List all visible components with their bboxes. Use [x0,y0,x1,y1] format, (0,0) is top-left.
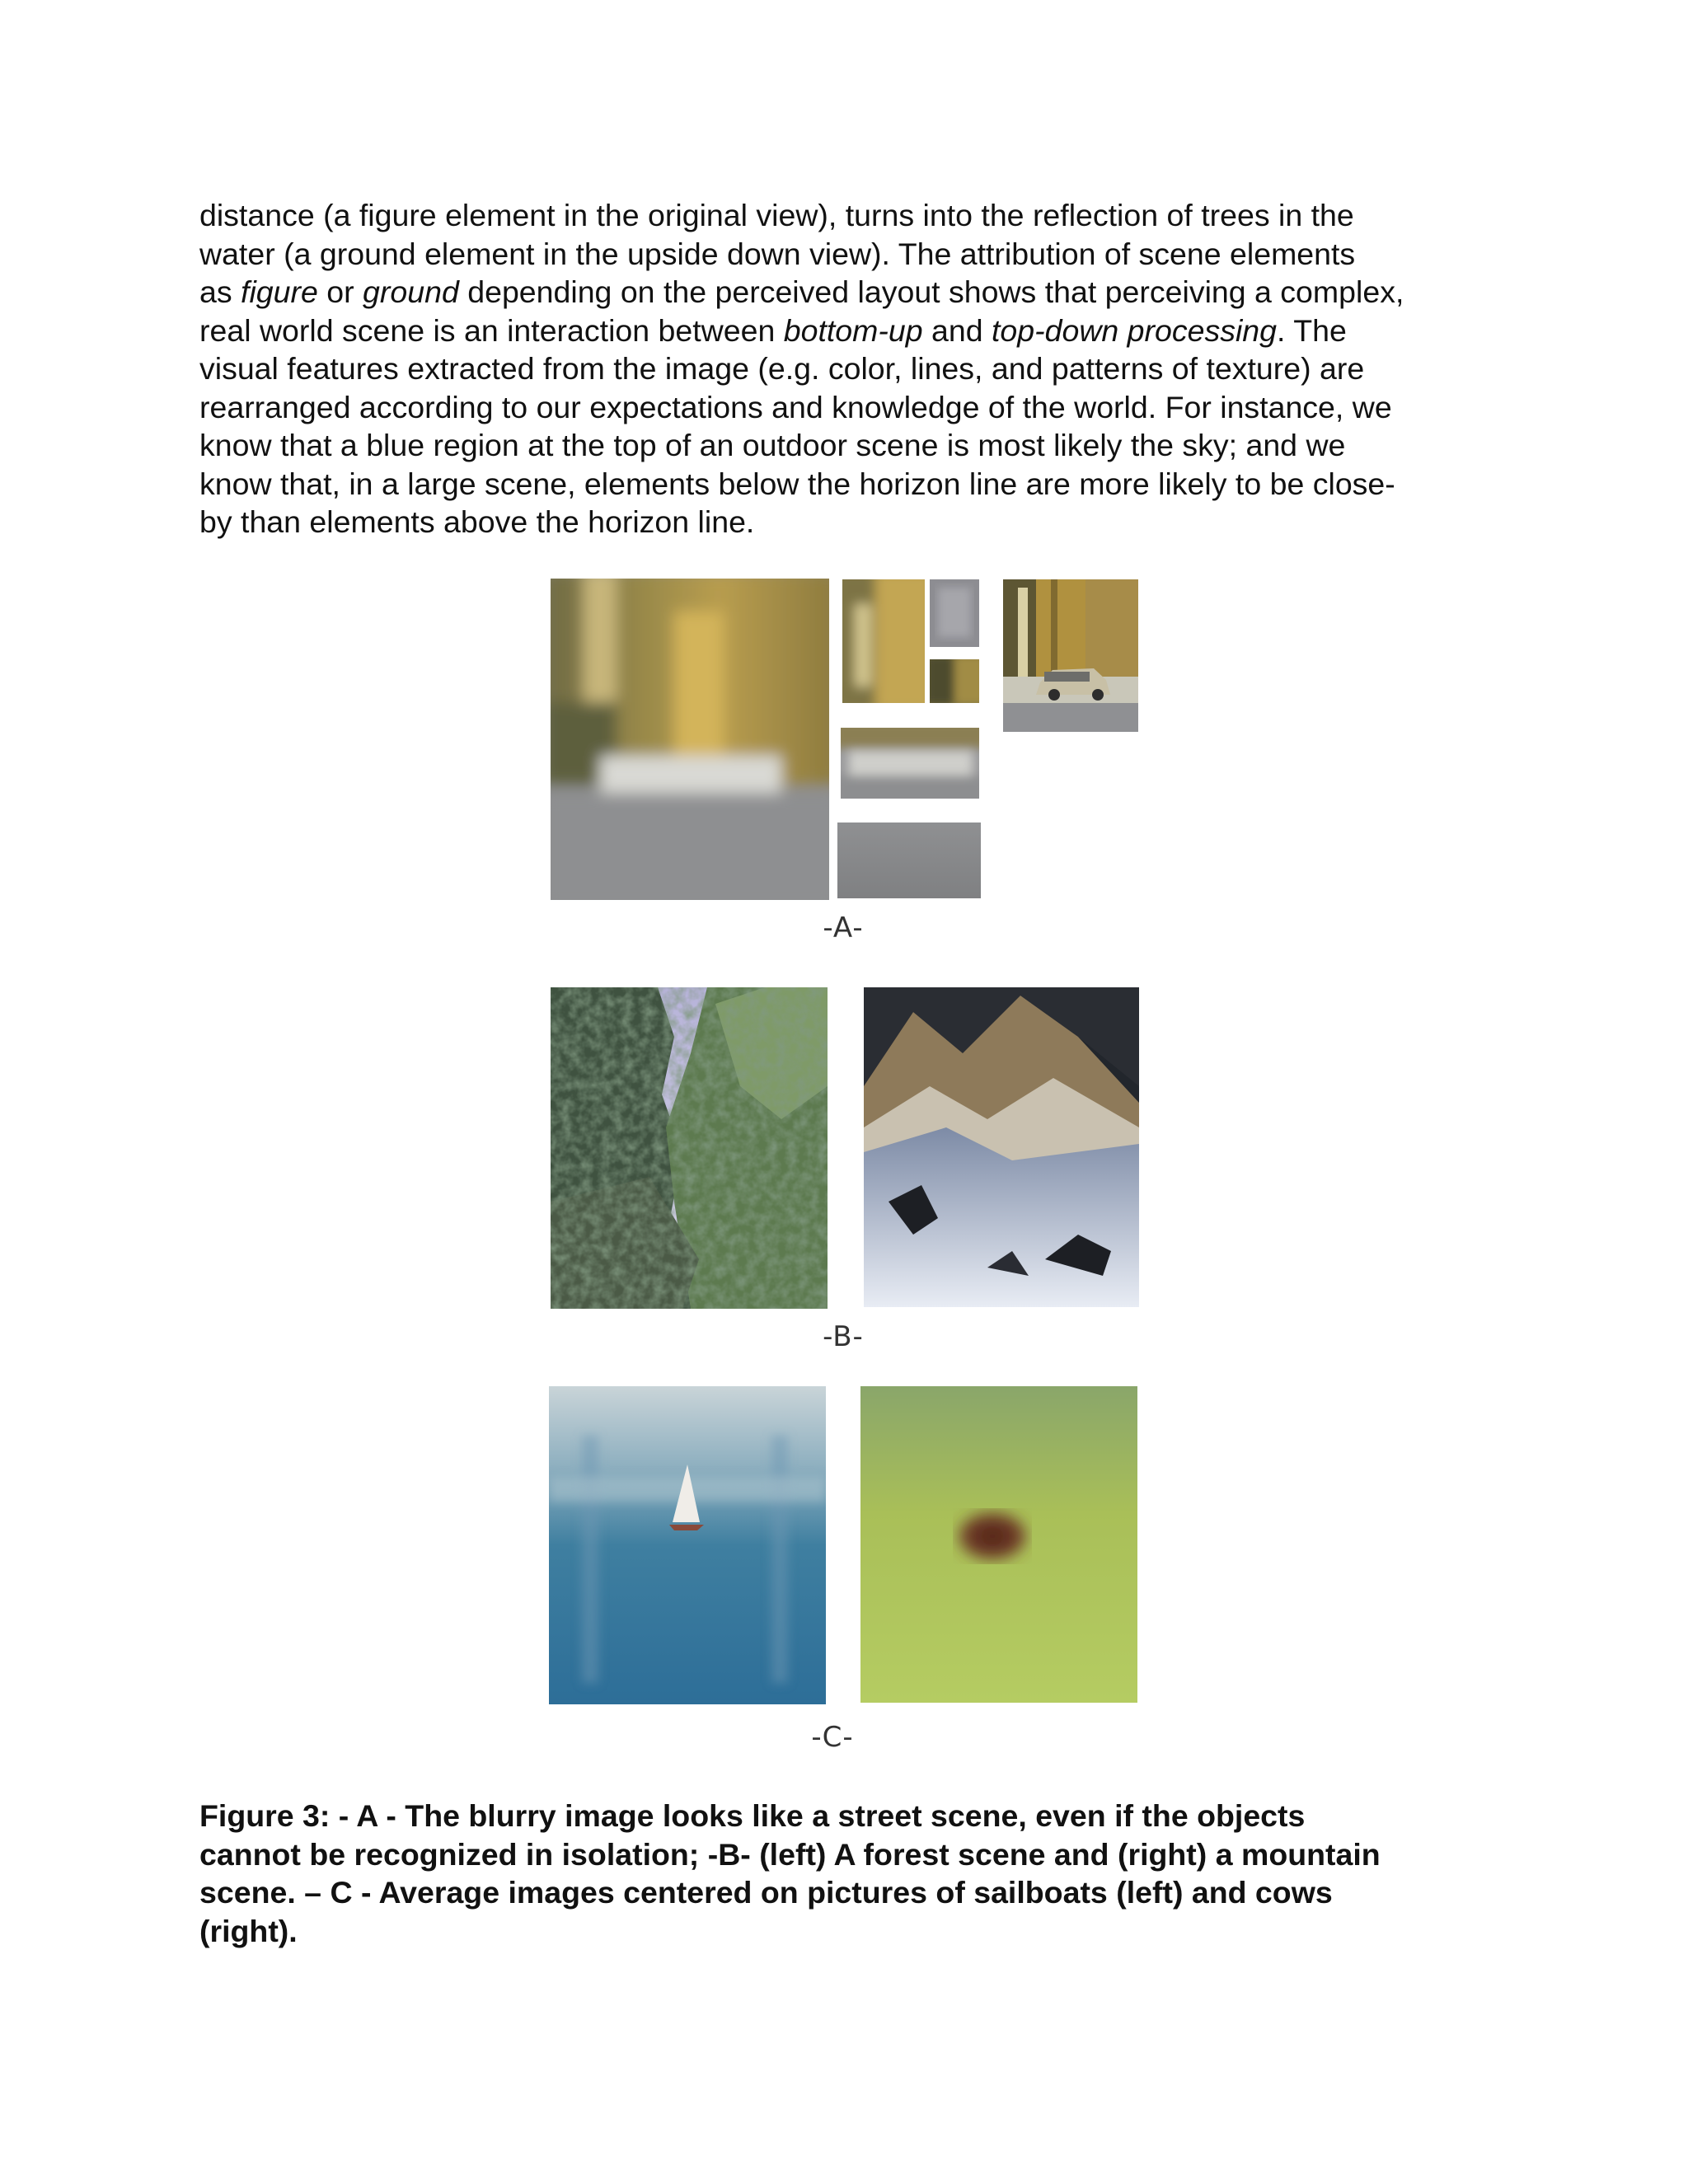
paragraph-line [199,426,1493,465]
panel-b-label: -B- [823,1320,864,1353]
mountain-scene-image [864,987,1139,1307]
text-run: visual features extracted from the image (e.g. color, lines, and patterns of texture) are [199,351,1365,386]
text-run: by than elements above the horizon line. [199,504,755,539]
paragraph-line [199,196,1493,235]
text-run: depending on the perceived layout shows that perceiving a complex, [458,274,1404,309]
text-run: as [199,274,241,309]
caption-line: (right). [199,1913,298,1948]
paragraph-line [199,312,1493,350]
body-paragraph [199,196,1493,541]
text-run: real world scene is an interaction between [199,312,784,348]
italic-term: figure [241,274,318,309]
caption-line: cannot be recognized in isolation; -B- (left) A forest scene and (right) a mountain [199,1836,1381,1872]
text-run: water (a ground element in the upside down view). The attribution of scene elements [199,236,1356,271]
text-run: know that, in a large scene, elements below the horizon line are more likely to be close- [199,466,1395,501]
blurry-building-crop [842,579,925,703]
italic-term: top-down processing [991,312,1278,348]
text-run: . The [1277,312,1347,348]
panel-c-label: -C- [811,1721,854,1754]
blurry-street-image [551,579,829,900]
text-run: rearranged according to our expectations and knowledge of the world. For instance, we [199,389,1392,424]
blurry-car-crop [841,728,979,799]
paragraph-line [199,388,1493,427]
sailboat-average-image [549,1386,826,1704]
figure-caption [199,1797,1493,1950]
paragraph-line [199,273,1493,312]
paragraph-line [199,235,1493,274]
forest-scene-image [551,987,828,1309]
text-run: or [317,274,363,309]
text-run: and [922,312,992,348]
text-run: distance (a figure element in the original view), turns into the reflection of trees in the [199,198,1354,232]
paragraph-line [199,465,1493,504]
sharp-street-image [1003,579,1138,732]
blurry-window-crop [930,579,979,647]
blurry-road-crop [837,823,981,898]
blurry-tree-crop [930,659,979,703]
italic-term: ground [363,274,459,309]
text-run: know that a blue region at the top of an outdoor scene is most likely the sky; and we [199,428,1346,462]
paragraph-line [199,349,1493,388]
italic-term: bottom-up [783,312,923,348]
cow-average-image [860,1386,1137,1703]
caption-line: Figure 3: - A - The blurry image looks like a street scene, even if the objects [199,1798,1306,1833]
paragraph-line [199,503,1493,541]
caption-line: scene. – C - Average images centered on pictures of sailboats (left) and cows [199,1875,1333,1910]
panel-a-label: -A- [823,912,864,944]
